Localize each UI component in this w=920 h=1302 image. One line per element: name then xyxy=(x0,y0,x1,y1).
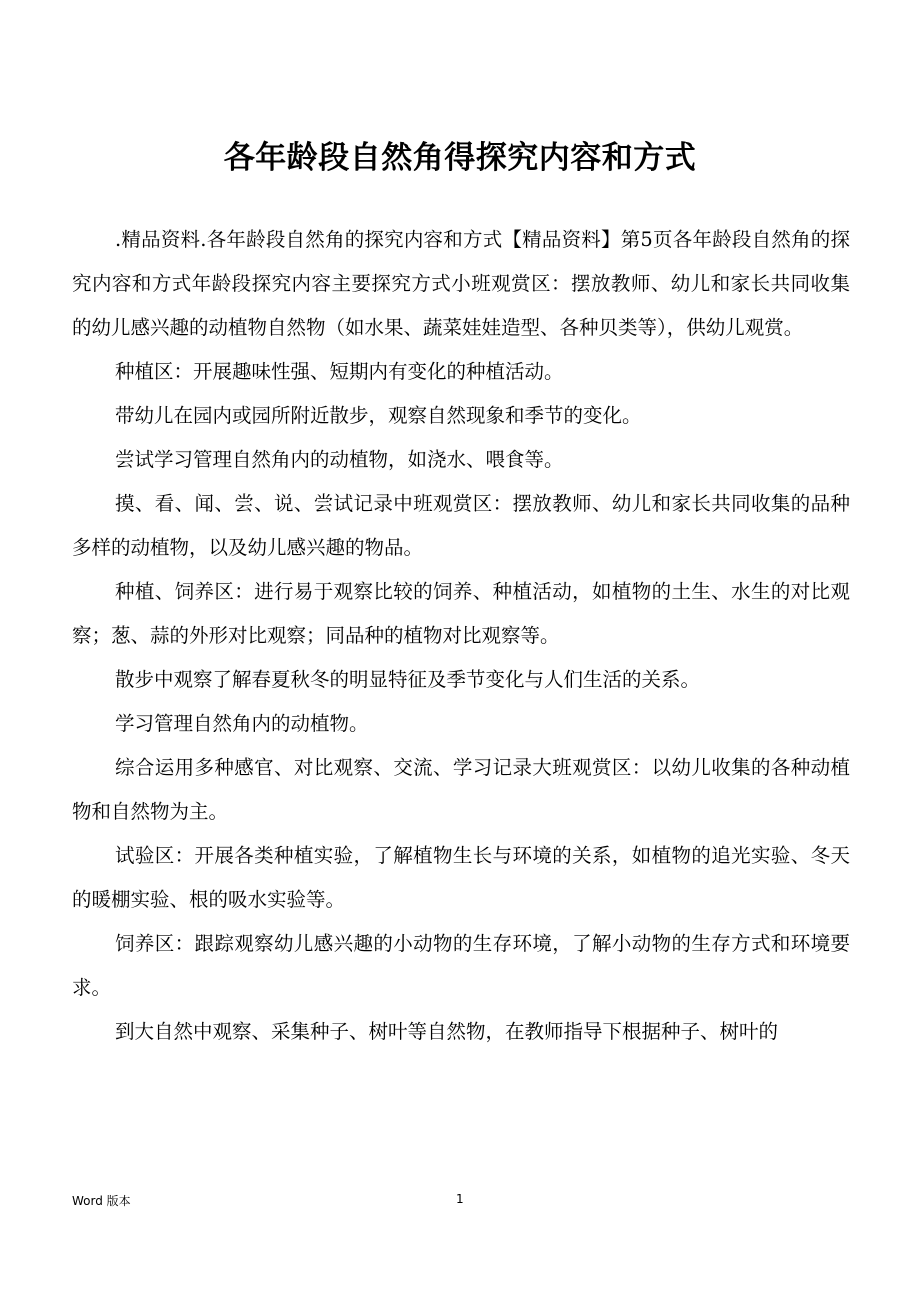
paragraph: 种植、饲养区：进行易于观察比较的饲养、种植活动，如植物的土生、水生的对比观察；葱、蒜的外形对比观察；同品种的植物对比观察等。 xyxy=(72,580,850,647)
paragraph: 尝试学习管理自然角内的动植物，如浇水、喂食等。 xyxy=(115,448,564,471)
paragraph: 种植区：开展趣味性强、短期内有变化的种植活动。 xyxy=(115,360,564,383)
footer-version-label: Word 版本 xyxy=(72,1194,131,1208)
paragraph: 综合运用多种感官、对比观察、交流、学习记录大班观赏区：以幼儿收集的各种动植物和自然物为主。 xyxy=(72,756,850,823)
document-title: 各年龄段自然角得探究内容和方式 xyxy=(223,140,697,176)
paragraph: 试验区：开展各类种植实验，了解植物生长与环境的关系，如植物的追光实验、冬天的暖棚实验、根的吸水实验等。 xyxy=(72,844,850,911)
paragraph: 饲养区：跟踪观察幼儿感兴趣的小动物的生存环境，了解小动物的生存方式和环境要求。 xyxy=(72,932,850,999)
paragraph: .精品资料.各年龄段自然角的探究内容和方式【精品资料】第5页各年龄段自然角的探究内容和方式年龄段探究内容主要探究方式小班观赏区：摆放教师、幼儿和家长共同收集的幼儿感兴趣的动植物自然物（如水果、蔬菜娃娃造型、各种贝类等），供幼儿观赏。 xyxy=(72,228,850,339)
footer-page-number: 1 xyxy=(456,1192,464,1206)
paragraph: 带幼儿在园内或园所附近散步，观察自然现象和季节的变化。 xyxy=(115,404,642,427)
paragraph: 散步中观察了解春夏秋冬的明显特征及季节变化与人们生活的关系。 xyxy=(115,668,701,691)
paragraph: 摸、看、闻、尝、说、尝试记录中班观赏区：摆放教师、幼儿和家长共同收集的品种多样的动植物，以及幼儿感兴趣的物品。 xyxy=(72,492,850,559)
paragraph: 学习管理自然角内的动植物。 xyxy=(115,712,369,735)
document-body xyxy=(72,218,850,1054)
page-footer xyxy=(72,1192,848,1212)
paragraph: 到大自然中观察、采集种子、树叶等自然物，在教师指导下根据种子、树叶的 xyxy=(115,1020,779,1043)
